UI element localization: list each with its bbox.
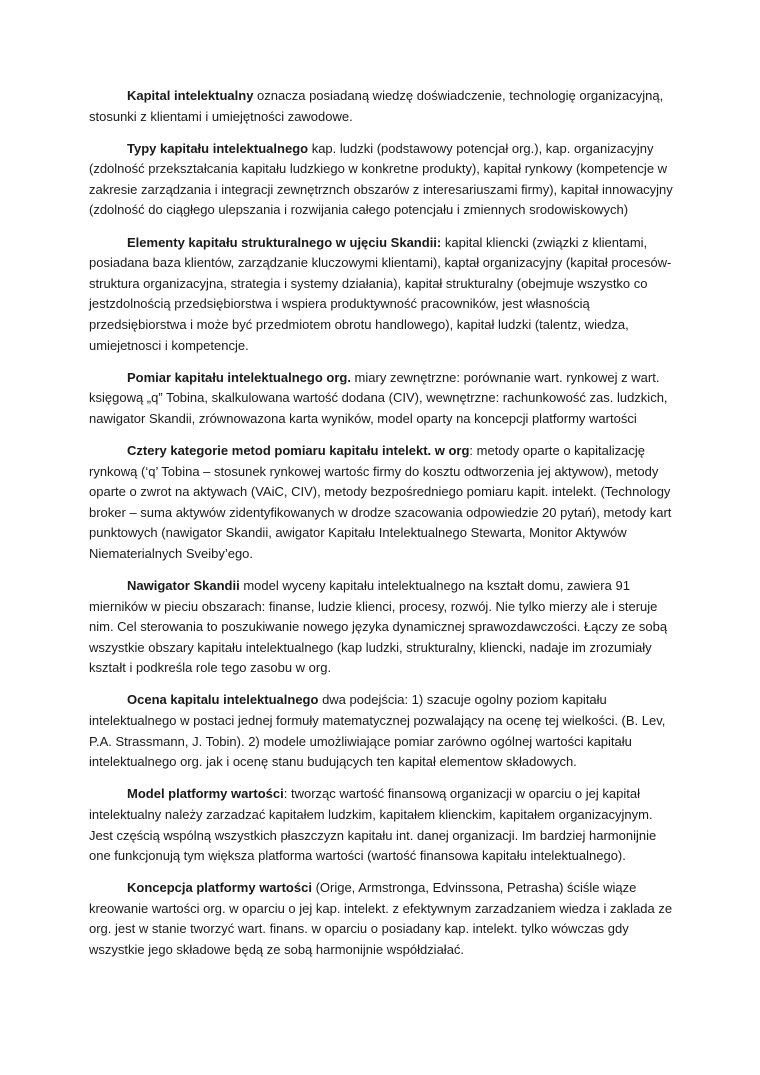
paragraph-term: Cztery kategorie metod pomiaru kapitału intelekt. w org [127,442,470,458]
paragraph-ocena-kapitalu [89,690,677,772]
paragraph-term: Nawigator Skandii [127,577,240,593]
paragraph-pomiar-kapitalu [89,368,677,430]
document-page [89,86,677,972]
paragraph-term: Pomiar kapitału intelektualnego org. [127,369,351,385]
paragraph-term: Model platformy wartości [127,786,284,802]
paragraph-text: kap. ludzki (podstawowy potencjał org.), kap. organizacyjny (zdolność przekształcania kapitału ludzkiego w konkretne produkty), kapitał rynkowy (kompetencje w zakresie zarządzania i integracji zewnętrznch obszarów z interesariuszami firmy), kapitał innowacyjny (zdolność do ciągłego ulepszania i rozwijania całego potencjału i zmiennych srodowiskowych) [89,140,673,218]
paragraph-typy-kapitalu [89,139,677,221]
paragraph-koncepcja-platformy [89,878,677,960]
paragraph-kapital-intelektualny [89,86,677,127]
paragraph-text: : tworząc wartość finansową organizacji w oparciu o jej kapitał intelektualny należy zarzadzać kapitałem ludzkim, kapitałem klienckim, kapitałem organizacyjnym. Jest częścią wspólną wszystkich płaszczyzn kapitału int. danej organizacji. Im bardziej harmonijnie one funkcjonują tym większa platforma wartości (wartość finansowa kapitału intelektualnego). [89,786,657,864]
paragraph-term: Ocena kapitalu intelektualnego [127,692,319,708]
paragraph-text: miary zewnętrzne: porównanie wart. rynkowej z wart. księgową „q” Tobina, skalkulowana wartość dodana (CIV), wewnętrzne: rachunkowość zas. ludzkich, nawigator Skandii, zrównowazona karta wyników, model oparty na koncepcji platformy wartości [89,369,668,426]
paragraph-text: (Orige, Armstronga, Edvinssona, Petrasha) ściśle wiąze kreowanie wartości org. w oparciu o jej kap. intelekt. z efektywnym zarzadzaniem wiedza i zaklada ze org. jest w stanie tworzyć wart. finans. w oparciu o posiadany kap. intelekt. tylko wówczas gdy wszystkie jego składowe będą ze sobą harmonijnie współdziałać. [89,880,673,957]
paragraph-text: oznacza posiadaną wiedzę doświadczenie, technologię organizacyjną, stosunki z klientami i umiejętności zawodowe. [89,88,664,124]
paragraph-elementy-kapitalu [89,233,677,357]
paragraph-term: Elementy kapitału strukturalnego w ujęciu Skandii: [127,234,442,250]
paragraph-text: : metody oparte o kapitalizację rynkową (‘q’ Tobina – stosunek rynkowej wartośc firmy do kosztu odtworzenia jej aktywow), metody oparte o zwrot na aktywach (VAiC, CIV), metody bezpośredniego pomiaru kapit. intelekt. (Technology broker – suma aktywów zidentyfikowanych w drodze szacowania odpowiedzie 20 pytań), metody kart punktowych (nawigator Skandii, awigator Kapitału Intelektualnego Stewarta, Monitor Aktywów Niematerialnych Sveiby’ego. [89,442,672,561]
paragraph-text: dwa podejścia: 1) szacuje ogolny poziom kapitału intelektualnego w postaci jednej formuły matematycznej pozwalający na ocenę tej wielkości. (B. Lev, P.A. Strassmann, J. Tobin). 2) modele umożliwiające pomiar zarówno ogólnej wartości kapitału intelektualnego org. jak i ocenę stanu budujących ten kapitał elementow składowych. [89,692,666,770]
paragraph-text: kapital kliencki (związki z klientami, posiadana baza klientów, zarządzanie kluczowymi klientami), kaptał organizacyjny (kapitał procesów-struktura organizacyjna, strategia i systemy działania), kapitał strukturalny (obejmuje wszystko co jestzdolnością przedsiębiorstwa i wspiera produktywność pracowników, jest własnością przedsiębiorstwa i może być przedmiotem obrotu handlowego), kapitał ludzki (talentz, wiedza, umiejetnosci i kompetencje. [89,234,672,353]
paragraph-nawigator-skandii [89,576,677,679]
paragraph-text: model wyceny kapitału intelektualnego na kształt domu, zawiera 91 mierników w pieciu obszarach: finanse, ludzie klienci, procesy, rozwój. Nie tylko mierzy ale i steruje nim. Cel sterowania to poszukiwanie nowego języka dynamicznej sprawozdawczości. Łączy ze sobą wszystkie obszary kapitału intelektualnego (kap ludzki, strukturalny, kliencki, nadaje im zrozumiały kształt i podkreśla role tego zasobu w org. [89,577,668,676]
paragraph-cztery-kategorie [89,441,677,565]
paragraph-term: Kapital intelektualny [127,88,254,103]
paragraph-term: Koncepcja platformy wartości [127,880,312,896]
paragraph-term: Typy kapitału intelektualnego [127,140,309,156]
paragraph-model-platformy [89,784,677,866]
